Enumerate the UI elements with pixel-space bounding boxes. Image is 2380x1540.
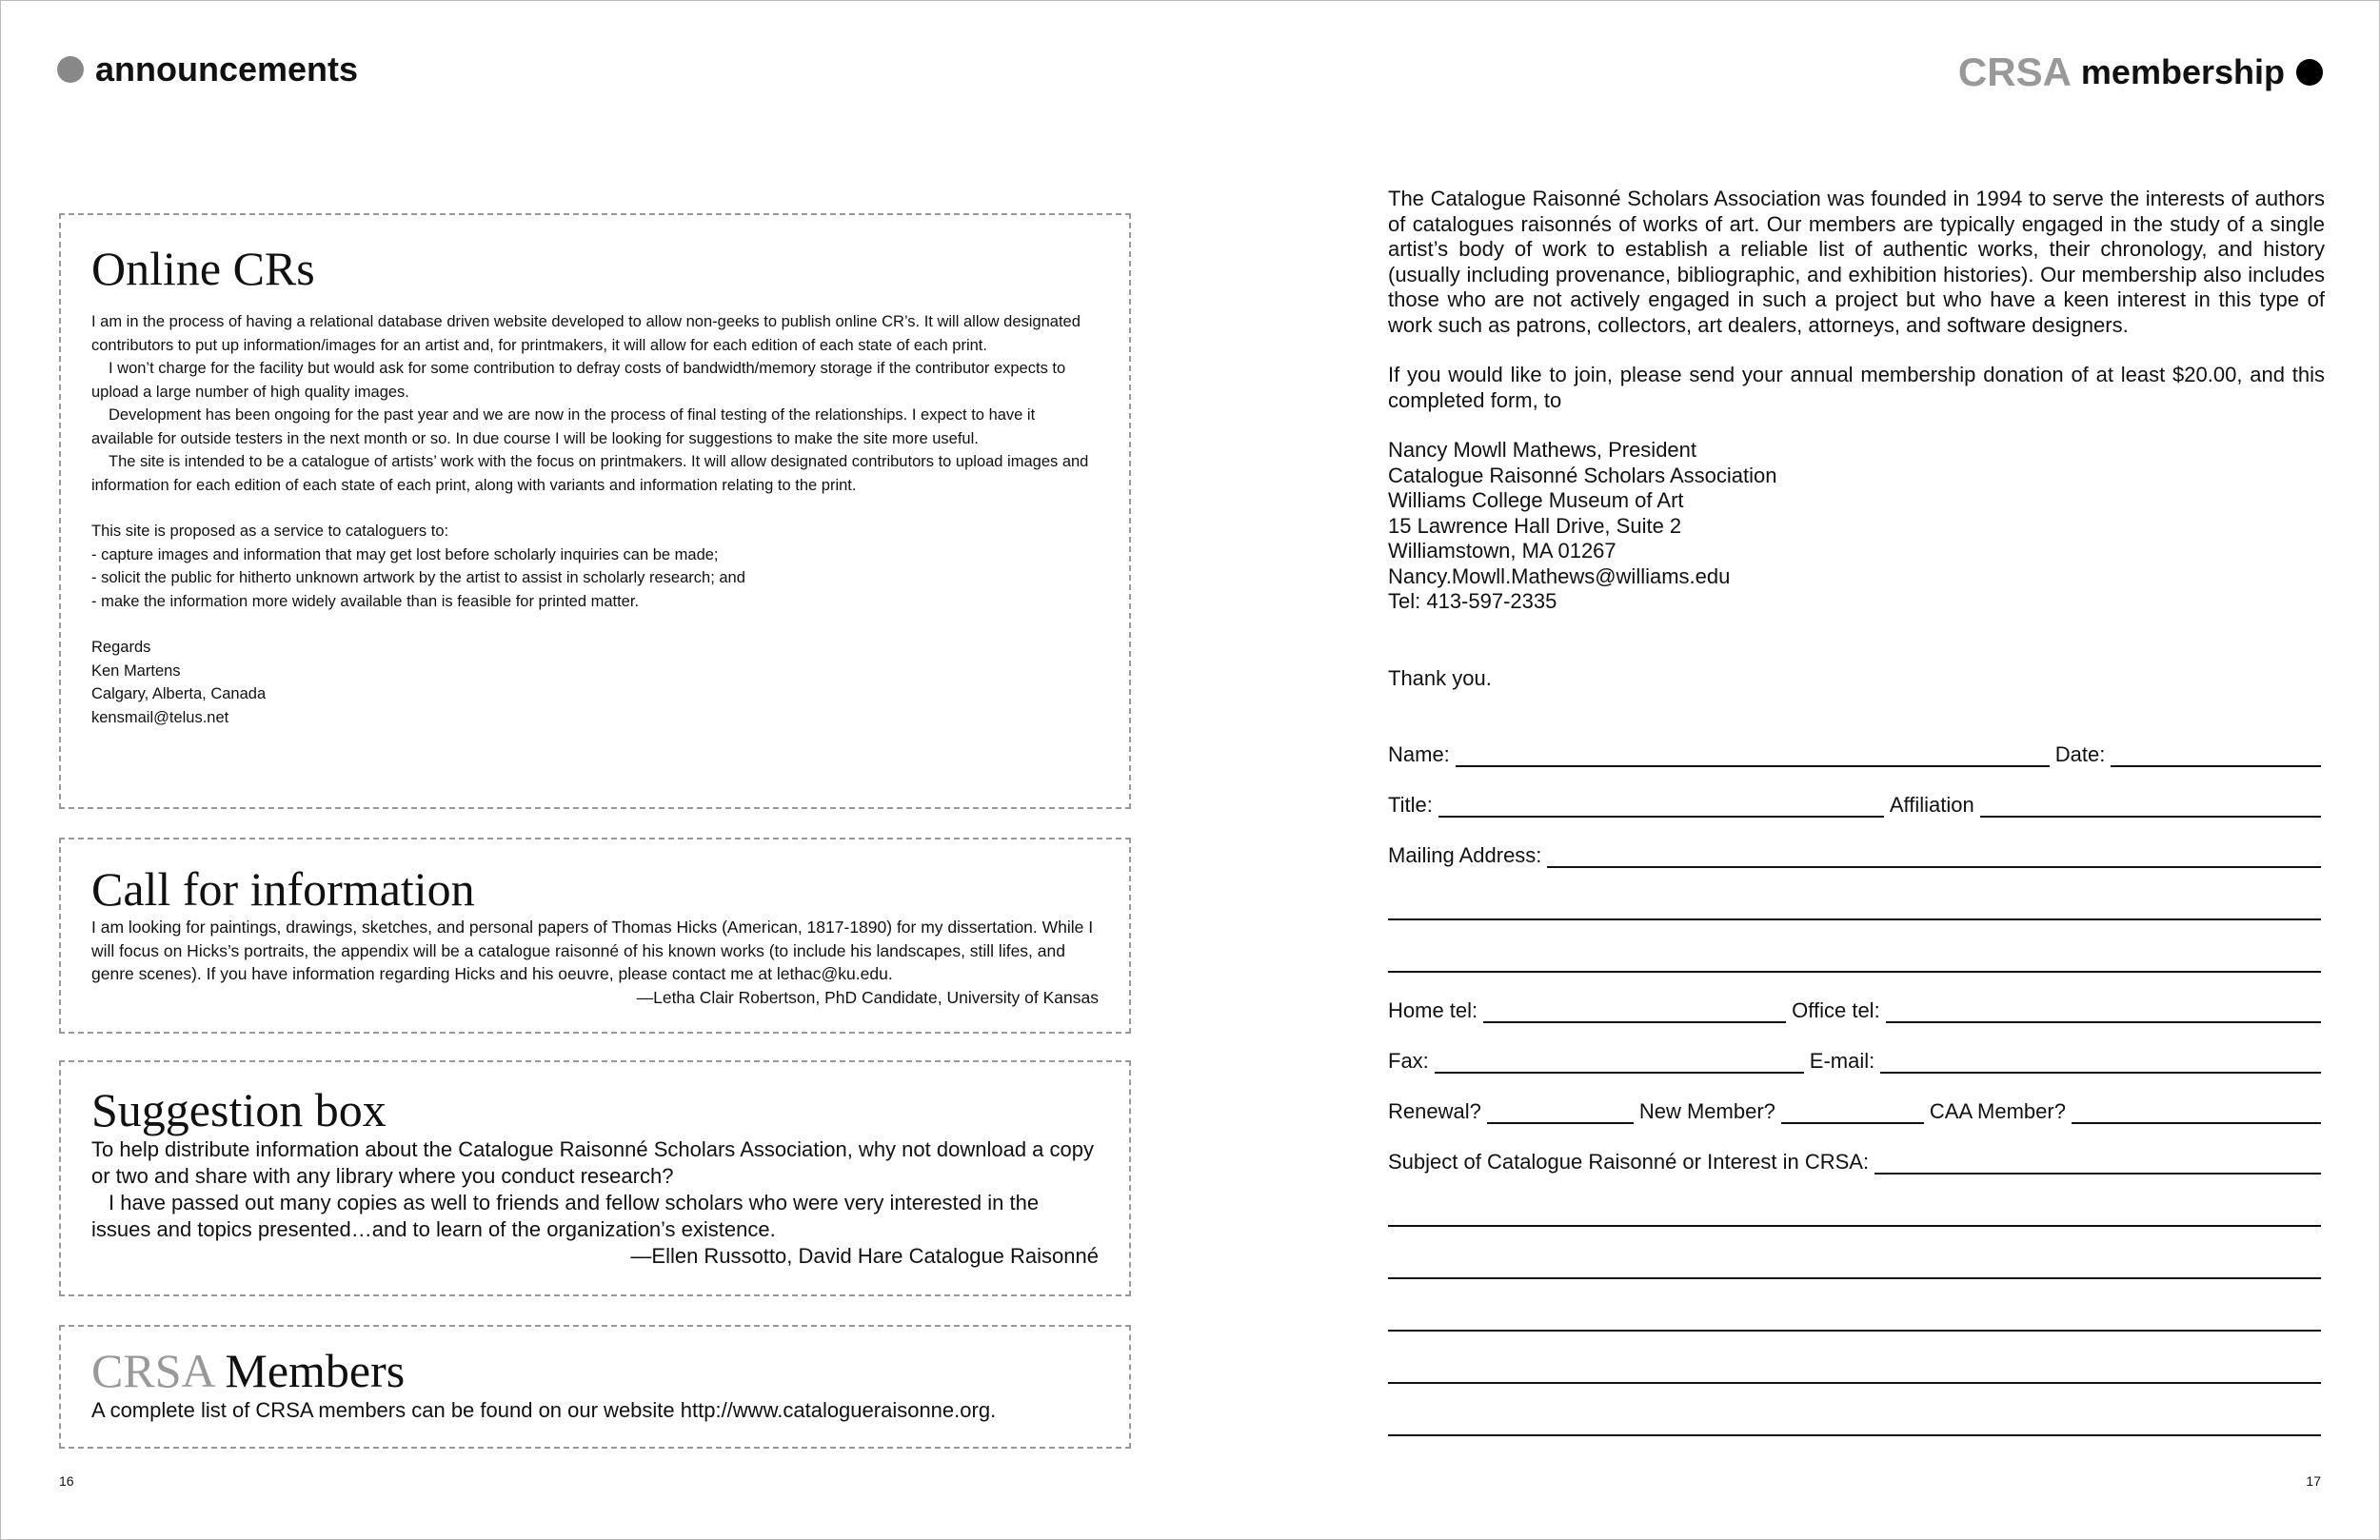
call-for-information-text: I am looking for paintings, drawings, sketches, and personal papers of Thomas Hicks (American, 1817-1890) for my dissertation. While I will focus on Hicks’s portraits, the appendix will be a catalogue raisonné of his known works (to include his landscapes, still lifes, and genre scenes). If you have information regarding Hicks and his oeuvre, please contact me at lethac@ku.edu. <box>91 918 1094 983</box>
call-for-information-box <box>59 838 1131 1034</box>
affiliation-label: Affiliation <box>1889 793 1974 817</box>
suggestion-box-paragraph: I have passed out many copies as well to friends and fellow scholars who were very interested in the issues and topics presented…and to learn of the organization’s existence. <box>91 1191 1040 1241</box>
affiliation-field[interactable] <box>1980 799 2321 818</box>
office-tel-field[interactable] <box>1886 1004 2321 1023</box>
right-page-number: 17 <box>2306 1473 2321 1489</box>
renewal-field[interactable] <box>1487 1105 1634 1124</box>
subject-line-4[interactable] <box>1388 1305 2321 1332</box>
new-member-label: New Member? <box>1638 1099 1775 1123</box>
call-for-information-body <box>91 916 1099 1009</box>
call-for-information-signature: —Letha Clair Robertson, PhD Candidate, University of Kansas <box>636 987 1099 1007</box>
crsa-members-text: A complete list of CRSA members can be found on our website http://www.catalogueraisonne.org. <box>91 1398 997 1422</box>
online-crs-list-intro: This site is proposed as a service to cataloguers to: <box>91 523 449 540</box>
home-tel-field[interactable] <box>1483 1004 1786 1023</box>
right-page-header <box>1958 49 2323 95</box>
form-row-name-date <box>1388 742 2321 767</box>
address-line: Williamstown, MA 01267 <box>1388 539 1616 563</box>
form-row-subject <box>1388 1150 2321 1175</box>
online-crs-list-item: - make the information more widely available than is feasible for printed matter. <box>91 592 640 610</box>
subject-field[interactable] <box>1874 1155 2321 1175</box>
crsa-members-title <box>91 1344 1099 1397</box>
mailing-address-line-3[interactable] <box>1388 946 2321 973</box>
title-field[interactable] <box>1438 799 1884 818</box>
address-line: Catalogue Raisonné Scholars Association <box>1388 463 1777 487</box>
crsa-heading-gray: CRSA <box>1957 49 2072 94</box>
address-line: Nancy Mowll Mathews, President <box>1388 438 1697 462</box>
subject-line-5[interactable] <box>1388 1357 2321 1384</box>
gray-bullet-icon <box>57 56 84 83</box>
online-crs-closing: Regards <box>91 639 151 656</box>
address-line: 15 Lawrence Hall Drive, Suite 2 <box>1388 513 1682 538</box>
online-crs-paragraph: I won’t charge for the facility but would ask for some contribution to defray costs of bandwidth/memory storage if the contributor expects to upload a large number of high quality images. <box>91 360 1066 401</box>
name-field[interactable] <box>1456 748 2050 767</box>
membership-text <box>1388 187 2325 691</box>
call-for-information-title: Call for information <box>91 862 475 916</box>
subject-line-6[interactable] <box>1388 1410 2321 1436</box>
online-crs-box <box>59 213 1131 809</box>
email-field[interactable] <box>1880 1055 2321 1074</box>
form-row-title-affiliation <box>1388 793 2321 818</box>
email-label: E-mail: <box>1809 1049 1875 1073</box>
left-page-header <box>57 49 358 89</box>
membership-heading: membership <box>2080 52 2285 91</box>
home-tel-label: Home tel: <box>1388 998 1478 1022</box>
office-tel-label: Office tel: <box>1792 998 1880 1022</box>
online-crs-title: Online CRs <box>91 242 315 295</box>
fax-label: Fax: <box>1388 1049 1429 1073</box>
online-crs-author: Ken Martens <box>91 661 181 680</box>
crsa-members-body <box>91 1397 1099 1424</box>
suggestion-box-paragraph: To help distribute information about the Catalogue Raisonné Scholars Association, why not download a copy or two and share with any library where you conduct research? <box>91 1137 1094 1188</box>
subject-line-2[interactable] <box>1388 1200 2321 1227</box>
subject-label: Subject of Catalogue Raisonné or Interest in CRSA: <box>1388 1150 1870 1174</box>
renewal-label: Renewal? <box>1388 1099 1481 1123</box>
online-crs-body <box>91 310 1099 729</box>
date-field[interactable] <box>2111 748 2321 767</box>
online-crs-list-item: - capture images and information that may get lost before scholarly inquiries can be made; <box>91 545 719 563</box>
black-bullet-icon <box>2296 59 2323 86</box>
form-row-mailing-address <box>1388 843 2321 868</box>
form-row-fax-email <box>1388 1049 2321 1074</box>
name-label: Name: <box>1388 742 1450 766</box>
mailing-address-field[interactable] <box>1547 849 2321 868</box>
online-crs-paragraph: The site is intended to be a catalogue of artists’ work with the focus on printmakers. It will allow designated contributors to upload images and information for each edition of each state of each print, along with variants and information relating to the print. <box>91 453 1089 494</box>
date-label: Date: <box>2054 742 2106 766</box>
online-crs-paragraph: I am in the process of having a relational database driven website developed to allow non-geeks to publish online CR’s. It will allow designated contributors to put up information/images for an artist and, for printmakers, it will allow for each edition of each state of each print. <box>91 313 1081 354</box>
suggestion-box-body <box>91 1136 1099 1270</box>
online-crs-paragraph: Development has been ongoing for the past year and we are now in the process of final testing of the relationships. I expect to have it available for outside testers in the next month or so. In due course I will be looking for suggestions to make the site more useful. <box>91 406 1036 447</box>
suggestion-box-signature: —Ellen Russotto, David Hare Catalogue Raisonné <box>630 1244 1099 1268</box>
left-page-number: 16 <box>59 1473 74 1489</box>
online-crs-email: kensmail@telus.net <box>91 708 229 726</box>
caa-member-field[interactable] <box>2072 1105 2321 1124</box>
online-crs-location: Calgary, Alberta, Canada <box>91 685 267 702</box>
subject-line-3[interactable] <box>1388 1253 2321 1279</box>
address-email: Nancy.Mowll.Mathews@williams.edu <box>1388 563 1731 588</box>
announcements-heading: announcements <box>95 49 359 89</box>
address-phone: Tel: 413-597-2335 <box>1388 589 1557 613</box>
mailing-address-line-2[interactable] <box>1388 894 2321 920</box>
membership-intro: The Catalogue Raisonné Scholars Association was founded in 1994 to serve the interests of authors of catalogues raisonnés of works of art. Our members are typically engaged in the study of a single artist’s body of work to establish a reliable list of authentic works, their chronology, and history (usually including provenance, bibliographic, and exhibition histories). Our membership also includes those who are not actively engaged in such a project but who have a keen interest in this type of work such as patrons, collectors, art dealers, attorneys, and software designers. <box>1388 187 2325 337</box>
membership-join-instructions: If you would like to join, please send your annual membership donation of at least $20.00, and this completed form, to <box>1388 363 2325 412</box>
new-member-field[interactable] <box>1781 1105 1924 1124</box>
crsa-members-title-rest: Members <box>212 1344 406 1397</box>
caa-member-label: CAA Member? <box>1929 1099 2066 1123</box>
form-row-phones <box>1388 998 2321 1023</box>
thank-you-text: Thank you. <box>1388 665 1492 690</box>
online-crs-list-item: - solicit the public for hitherto unknown artwork by the artist to assist in scholarly research; and <box>91 569 745 586</box>
form-row-membership-status <box>1388 1099 2321 1124</box>
suggestion-box <box>59 1060 1131 1296</box>
address-line: Williams College Museum of Art <box>1388 488 1684 512</box>
membership-form <box>1388 742 2321 1462</box>
fax-field[interactable] <box>1435 1055 1804 1074</box>
suggestion-box-title: Suggestion box <box>91 1083 387 1136</box>
title-label: Title: <box>1388 793 1433 817</box>
crsa-members-box <box>59 1325 1131 1449</box>
crsa-members-title-gray: CRSA <box>91 1344 213 1397</box>
mailing-address-label: Mailing Address: <box>1388 843 1542 867</box>
